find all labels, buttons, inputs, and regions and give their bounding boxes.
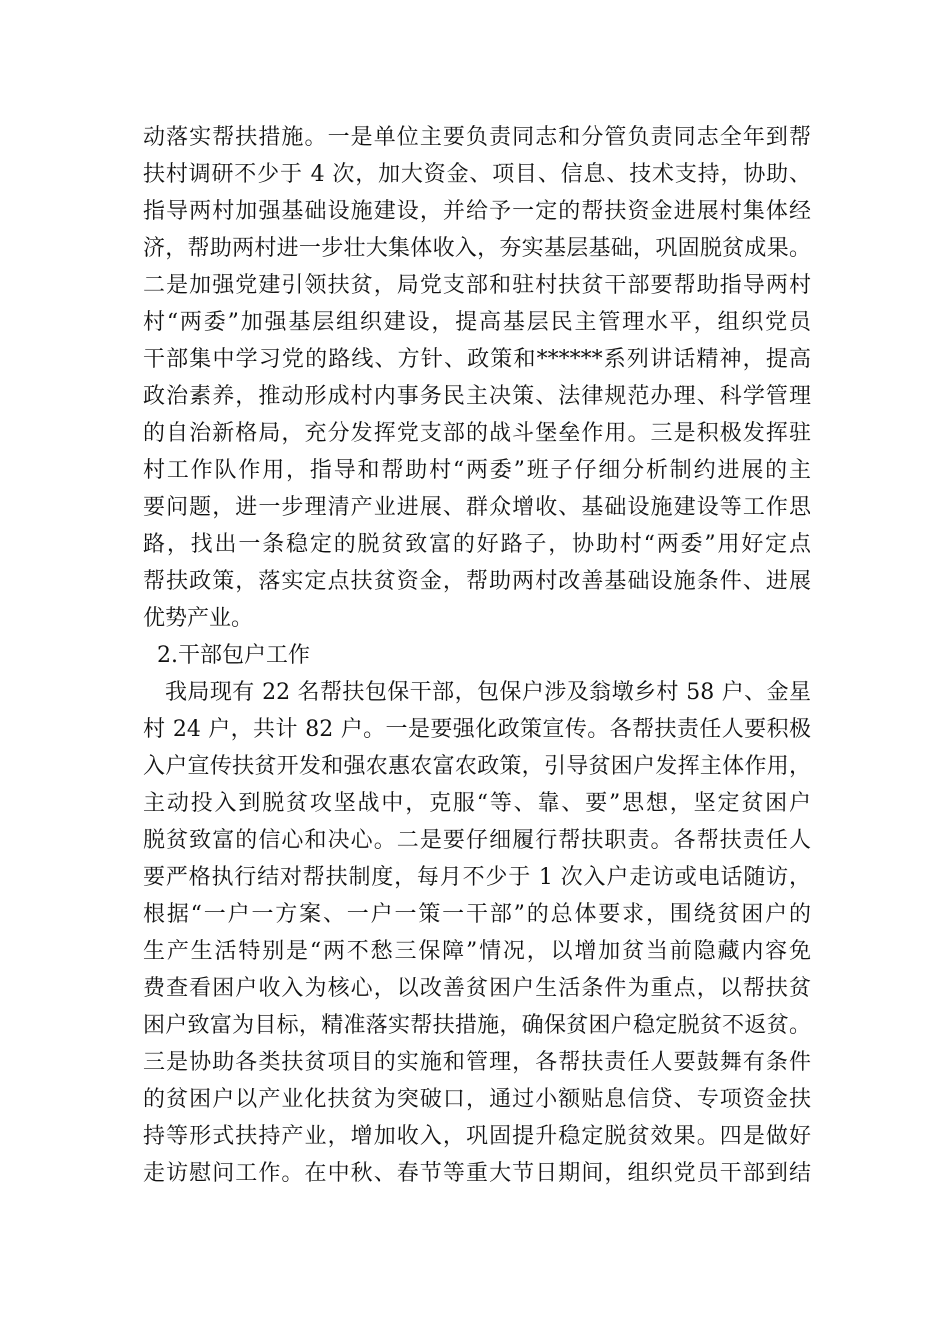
text-line: 根据“一户一方案、一户一策一干部”的总体要求，围绕贫困户的 — [143, 902, 811, 927]
text-line: 要问题，进一步理清产业进展、群众增收、基础设施建设等工作思 — [143, 495, 811, 520]
text-line: 我局现有 22 名帮扶包保干部，包保户涉及翁墩乡村 58 户、金星 — [165, 680, 811, 705]
text-line: 帮扶政策，落实定点扶贫资金，帮助两村改善基础设施条件、进展 — [143, 569, 811, 594]
text-line: 路，找出一条稳定的脱贫致富的好路子，协助村“两委”用好定点 — [143, 532, 811, 557]
text-line: 二是加强党建引领扶贫，局党支部和驻村扶贫干部要帮助指导两村 — [143, 273, 811, 298]
text-line: 村工作队作用，指导和帮助村“两委”班子仔细分析制约进展的主 — [143, 458, 811, 483]
text-line: 生产生活特别是“两不愁三保障”情况，以增加贫当前隐藏内容免 — [143, 939, 811, 964]
text-line: 村 24 户，共计 82 户。一是要强化政策宣传。各帮扶责任人要积极 — [143, 717, 811, 742]
text-line: 济，帮助两村进一步壮大集体收入，夯实基层基础，巩固脱贫成果。 — [143, 236, 811, 261]
text-line: 扶村调研不少于 4 次，加大资金、项目、信息、技术支持，协助、 — [143, 162, 811, 187]
text-line: 优势产业。 — [143, 606, 254, 631]
text-line: 走访慰问工作。在中秋、春节等重大节日期间，组织党员干部到结 — [143, 1161, 811, 1186]
text-line: 费查看困户收入为核心，以改善贫困户生活条件为重点，以帮扶贫 — [143, 976, 811, 1001]
body-text — [143, 119, 811, 1192]
section-heading: 2.干部包户工作 — [157, 643, 310, 668]
text-line: 政治素养，推动形成村内事务民主决策、法律规范办理、科学管理 — [143, 384, 811, 409]
text-line: 的贫困户以产业化扶贫为突破口，通过小额贴息信贷、专项资金扶 — [143, 1087, 811, 1112]
text-line: 脱贫致富的信心和决心。二是要仔细履行帮扶职责。各帮扶责任人 — [143, 828, 811, 853]
text-line: 要严格执行结对帮扶制度，每月不少于 1 次入户走访或电话随访， — [143, 865, 811, 890]
text-line: 的自治新格局，充分发挥党支部的战斗堡垒作用。三是积极发挥驻 — [143, 421, 811, 446]
text-line: 村“两委”加强基层组织建设，提高基层民主管理水平，组织党员 — [143, 310, 811, 335]
text-line: 主动投入到脱贫攻坚战中，克服“等、靠、要”思想，坚定贫困户 — [143, 791, 811, 816]
text-line: 持等形式扶持产业，增加收入，巩固提升稳定脱贫效果。四是做好 — [143, 1124, 811, 1149]
text-line: 三是协助各类扶贫项目的实施和管理，各帮扶责任人要鼓舞有条件 — [143, 1050, 811, 1075]
text-line: 困户致富为目标，精准落实帮扶措施，确保贫困户稳定脱贫不返贫。 — [143, 1013, 811, 1038]
text-line: 指导两村加强基础设施建设，并给予一定的帮扶资金进展村集体经 — [143, 199, 811, 224]
text-line: 干部集中学习党的路线、方针、政策和******系列讲话精神，提高 — [143, 347, 811, 372]
text-line: 入户宣传扶贫开发和强农惠农富农政策，引导贫困户发挥主体作用， — [143, 754, 811, 779]
text-line: 动落实帮扶措施。一是单位主要负责同志和分管负责同志全年到帮 — [143, 125, 811, 150]
